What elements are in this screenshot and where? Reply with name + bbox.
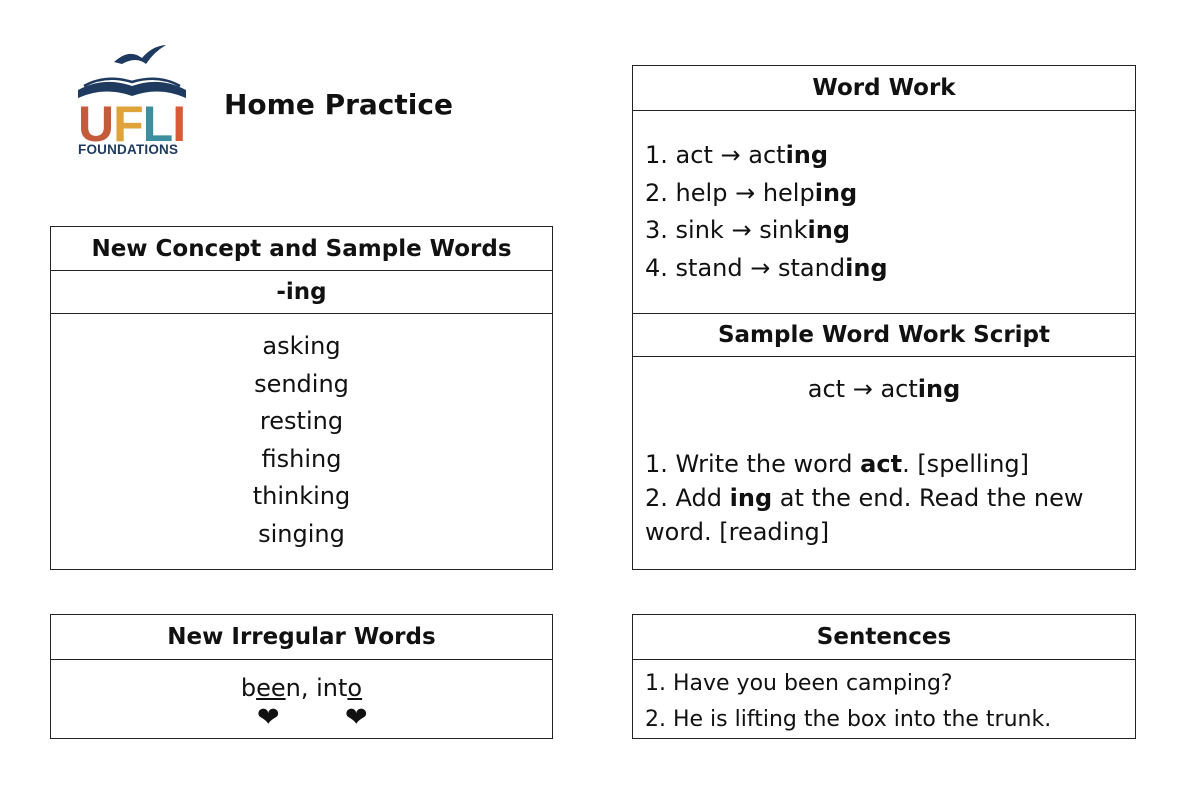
word-work-item: 4. stand → standing [645, 253, 888, 282]
sentence: 2. He is lifting the box into the trunk. [645, 707, 1052, 732]
word-work-section [633, 111, 1135, 314]
new-concept-box [50, 226, 553, 570]
sample-word: asking [262, 332, 341, 360]
irregular-words [51, 660, 552, 733]
logo-letter-l: L [142, 96, 173, 152]
sentences-box [632, 614, 1136, 739]
heart-icon: ❤ [345, 702, 368, 733]
script-steps [633, 403, 1135, 549]
sample-words-list [51, 314, 552, 553]
concept-label: -ing [51, 271, 552, 314]
new-concept-heading: New Concept and Sample Words [51, 227, 552, 271]
script-step: 1. Write the word act. [spelling] [645, 450, 1029, 478]
irregular-word-been: been [240, 674, 301, 702]
sample-word: thinking [252, 482, 351, 510]
logo-letter-u: U [78, 96, 114, 152]
sample-word: resting [259, 407, 344, 435]
irregular-part: o [347, 674, 363, 702]
sample-word: fishing [261, 444, 342, 473]
script-example: act → acting [807, 375, 961, 403]
script-section [633, 357, 1135, 549]
sample-word: sending [254, 369, 349, 398]
script-heading: Sample Word Work Script [633, 314, 1135, 357]
word-work-box [632, 65, 1136, 570]
separator: , [300, 674, 317, 702]
sentences-heading: Sentences [633, 615, 1135, 660]
word-work-item: 1. act → acting [645, 141, 829, 169]
logo-subtitle: FOUNDATIONS [78, 142, 179, 157]
sentences-list [633, 660, 1135, 738]
ufli-foundations-logo [74, 42, 192, 164]
irregular-heading: New Irregular Words [51, 615, 552, 660]
logo-letter-i: I [172, 96, 186, 152]
book-bird-icon [74, 42, 192, 102]
irregular-word-into: into [316, 674, 363, 702]
script-step: 2. Add ing at the end. Read the new word. [reading] [645, 484, 1084, 546]
word-work-item: 3. sink → sinking [645, 216, 850, 244]
irregular-words-box [50, 614, 553, 739]
heart-icon: ❤ [257, 702, 280, 733]
word-work-item: 2. help → helping [645, 178, 858, 207]
sample-word: singing [258, 519, 345, 548]
sentence: 1. Have you been camping? [645, 671, 953, 696]
word-work-list [633, 111, 1135, 287]
page-title: Home Practice [224, 88, 453, 121]
logo-letter-f: F [113, 96, 143, 152]
word-work-heading: Word Work [633, 66, 1135, 111]
irregular-part: ee [256, 674, 286, 702]
